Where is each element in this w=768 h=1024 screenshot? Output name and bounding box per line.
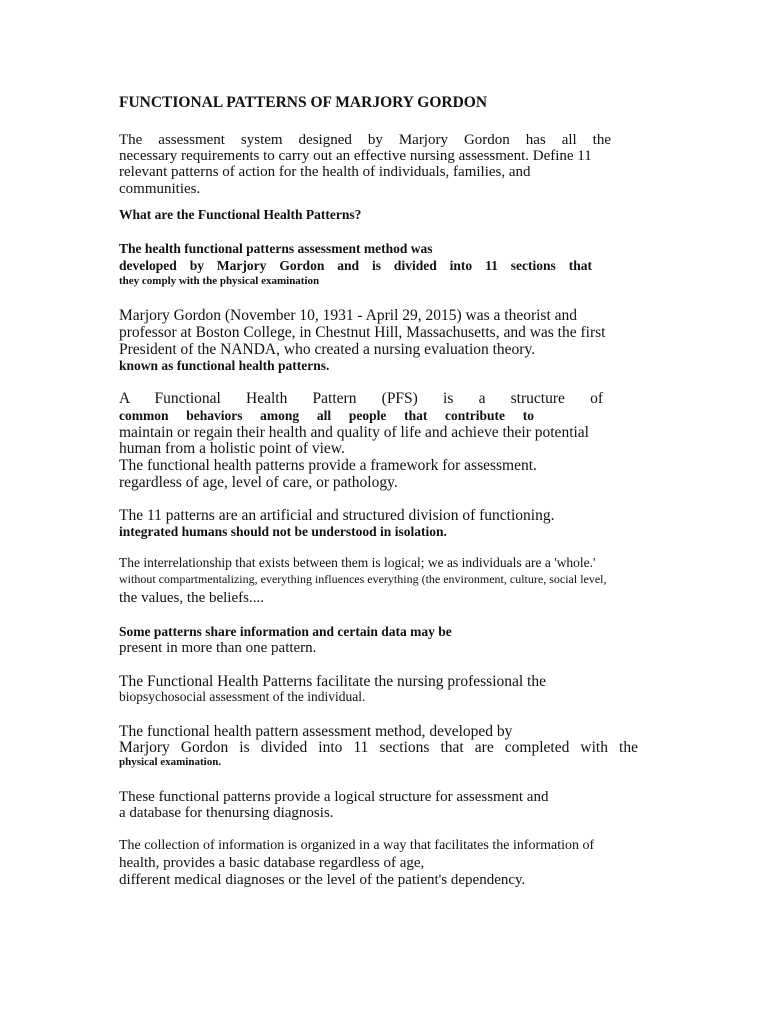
paragraph-line: maintain or regain their health and quality of life and achieve their potential	[119, 424, 589, 441]
paragraph-line: professor at Boston College, in Chestnut Hill, Massachusetts, and was the first	[119, 324, 606, 341]
document-title: FUNCTIONAL PATTERNS OF MARJORY GORDON	[119, 94, 488, 111]
section-heading: What are the Functional Health Patterns?	[119, 207, 362, 222]
paragraph-line: A Functional Health Pattern (PFS) is a structure of	[119, 390, 603, 407]
paragraph-line: The collection of information is organized in a way that facilitates the information of	[119, 838, 595, 853]
paragraph-line: communities.	[119, 181, 201, 197]
paragraph-line: Some patterns share information and certain data may be	[119, 624, 452, 639]
paragraph-line: These functional patterns provide a logical structure for assessment and	[119, 789, 549, 805]
paragraph-line: biopsychosocial assessment of the individual.	[119, 689, 366, 704]
paragraph-line: they comply with the physical examination	[119, 275, 320, 287]
paragraph-line: relevant patterns of action for the health of individuals, families, and	[119, 164, 531, 180]
paragraph-line: Marjory Gordon is divided into 11 sections that are completed with the	[119, 739, 638, 756]
paragraph-line: different medical diagnoses or the level of the patient's dependency.	[119, 872, 526, 888]
paragraph-line: health, provides a basic database regardless of age,	[119, 855, 425, 871]
paragraph-line: President of the NANDA, who created a nursing evaluation theory.	[119, 341, 536, 358]
paragraph-line: The functional health pattern assessment method, developed by	[119, 723, 513, 740]
paragraph-line: The interrelationship that exists between them is logical; we as individuals are a 'whole.'	[119, 555, 596, 570]
paragraph-line: The functional health patterns provide a framework for assessment.	[119, 457, 537, 474]
paragraph-line: physical examination.	[119, 756, 222, 768]
paragraph-line: known as functional health patterns.	[119, 358, 330, 373]
paragraph-line: developed by Marjory Gordon and is divided into 11 sections that	[119, 258, 592, 273]
paragraph-line: the values, the beliefs....	[119, 590, 264, 606]
paragraph-line: The assessment system designed by Marjory Gordon has all the	[119, 132, 611, 148]
paragraph-line: The 11 patterns are an artificial and structured division of functioning.	[119, 507, 555, 524]
paragraph-line: The health functional patterns assessment method was	[119, 241, 433, 256]
paragraph-line: Marjory Gordon (November 10, 1931 - April 29, 2015) was a theorist and	[119, 307, 578, 324]
paragraph-line: necessary requirements to carry out an effective nursing assessment. Define 11	[119, 148, 592, 164]
paragraph-line: human from a holistic point of view.	[119, 440, 345, 457]
paragraph-line: a database for thenursing diagnosis.	[119, 805, 334, 821]
paragraph-line: present in more than one pattern.	[119, 640, 317, 656]
paragraph-line: without compartmentalizing, everything influences everything (the environment, culture, social level,	[119, 572, 607, 586]
paragraph-line: The Functional Health Patterns facilitate the nursing professional the	[119, 673, 546, 690]
paragraph-line: integrated humans should not be understood in isolation.	[119, 524, 447, 539]
paragraph-line: regardless of age, level of care, or pathology.	[119, 474, 398, 491]
paragraph-line: common behaviors among all people that contribute to	[119, 408, 534, 423]
